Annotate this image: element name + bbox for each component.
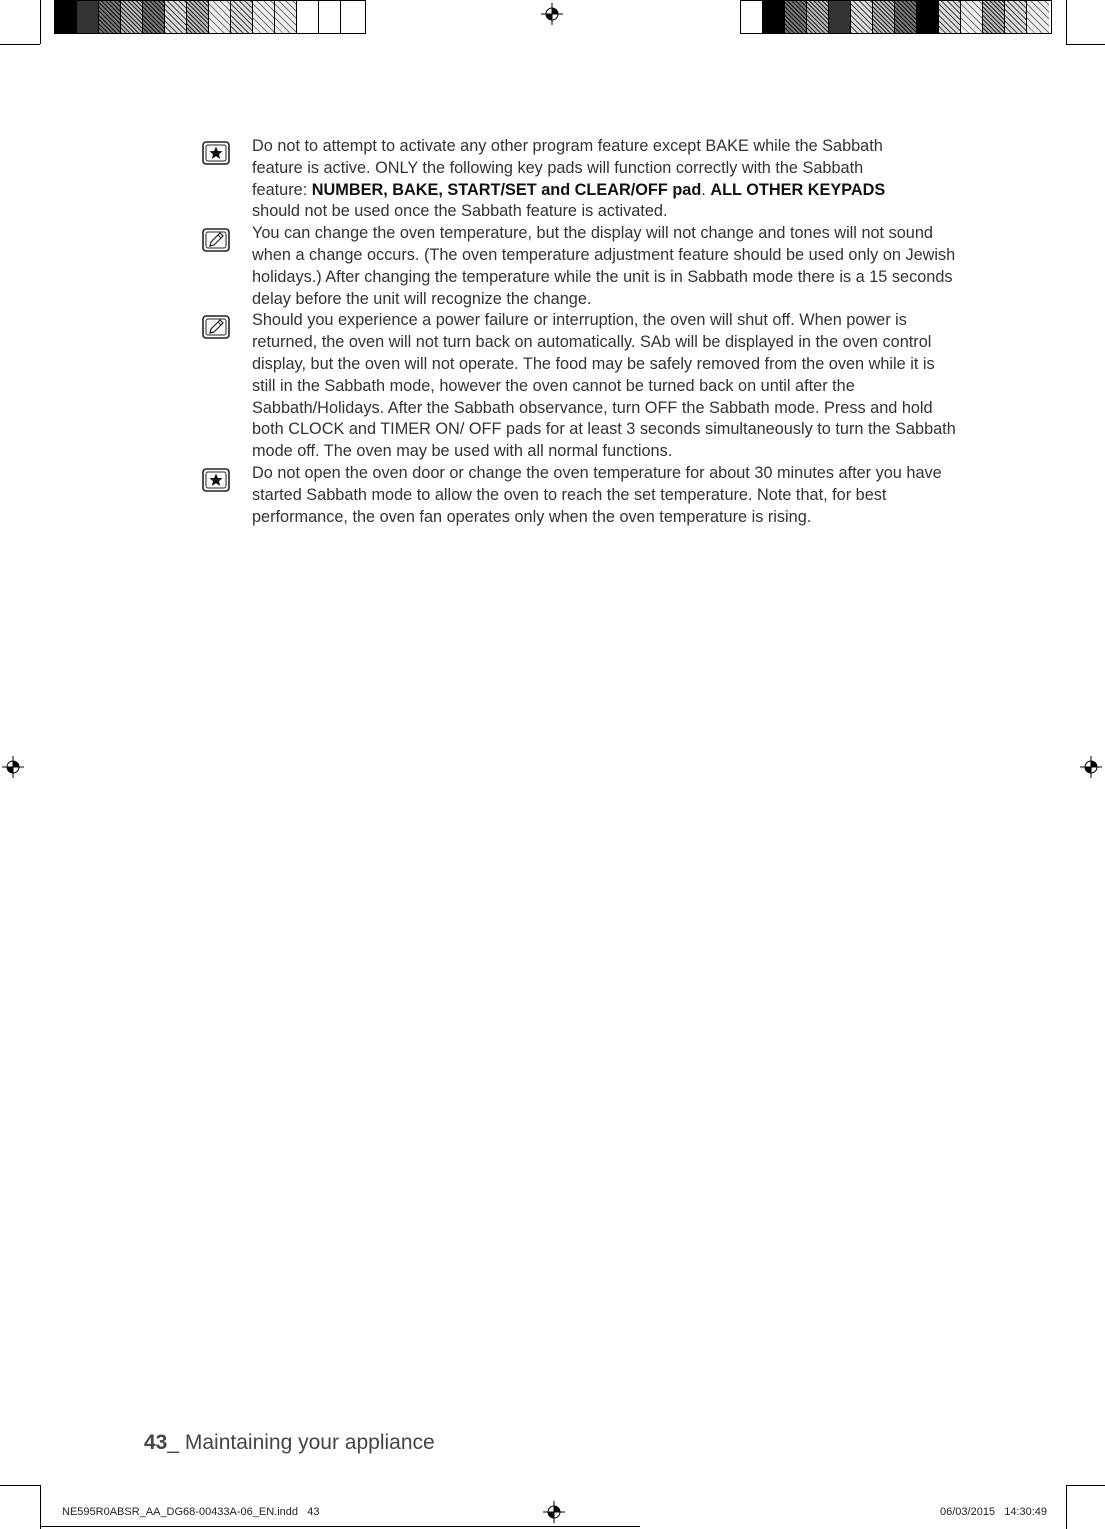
note-item — [200, 310, 960, 463]
registration-mark-icon — [543, 1501, 565, 1523]
page-number: 43 — [144, 1431, 168, 1454]
crop-mark — [0, 44, 40, 45]
note-item — [200, 136, 960, 223]
star-icon — [202, 140, 230, 166]
note-line: feature is active. ONLY the following key pads will function correctly with the Sabbath — [252, 158, 864, 177]
footer-separator: _ — [167, 1431, 185, 1454]
note-text: Do not open the oven door or change the oven temperature for about 30 minutes after you have started Sabbath mode to allow the oven to reach the set temperature. Note that, for best performance, the oven fan operates only when the oven temperature is rising. — [252, 463, 942, 526]
note-line: should not be used once the Sabbath feature is activated. — [252, 202, 668, 221]
color-bar-right — [740, 0, 1052, 34]
registration-mark-icon — [541, 3, 563, 25]
crop-mark — [1066, 1485, 1067, 1529]
crop-mark — [1066, 0, 1067, 44]
notes-list — [200, 136, 960, 528]
note-line: feature: — [252, 180, 312, 199]
note-item — [200, 223, 960, 310]
crop-mark — [1066, 44, 1105, 45]
page-footer — [144, 1431, 435, 1455]
registration-mark-icon — [2, 756, 24, 778]
pencil-note-icon — [202, 314, 230, 340]
crop-mark — [1066, 1485, 1105, 1486]
section-title: Maintaining your appliance — [184, 1431, 435, 1454]
key-pads-list: NUMBER, BAKE, START/SET and CLEAR/OFF pad — [311, 180, 702, 199]
registration-mark-icon — [1080, 756, 1102, 778]
slug-timestamp: 06/03/2015 14:30:49 — [940, 1506, 1048, 1518]
note-text: Should you experience a power failure or interruption, the oven will shut off. When power is returned, the oven will not turn back on automatically. SAb will be displayed in the oven control display, but the oven will not operate. The food may be safely removed from the oven while it is still in the Sabbath mode, however the oven cannot be turned back on until after the Sabbath/Holidays. After the Sabbath observance, turn OFF the Sabbath mode. Press and hold both CLOCK and TIMER ON/ OFF pads for at least 3 seconds simultaneously to turn the Sabbath mode off. The oven may be used with all normal functions. — [252, 311, 956, 461]
crop-mark — [0, 1485, 40, 1486]
all-other-keypads: ALL OTHER KEYPADS — [710, 180, 886, 199]
color-bar-left — [54, 0, 366, 34]
slug-filename: NE595R0ABSR_AA_DG68-00433A-06_EN.indd 43 — [62, 1506, 320, 1518]
note-line: Do not to attempt to activate any other program feature except BAKE while the Sabbath — [252, 137, 883, 155]
crop-mark — [40, 0, 41, 44]
note-line: . — [701, 180, 711, 199]
slug-line — [40, 1526, 640, 1527]
crop-mark — [40, 1485, 41, 1529]
note-text: You can change the oven temperature, but the display will not change and tones will not sound when a change occurs. (The oven temperature adjustment feature should be used only on Jewish holidays.) After changing the temperature while the unit is in Sabbath mode there is a 15 seconds delay before the unit will recognize the change. — [252, 224, 956, 308]
star-icon — [202, 467, 230, 493]
pencil-note-icon — [202, 227, 230, 253]
note-item — [200, 463, 960, 528]
